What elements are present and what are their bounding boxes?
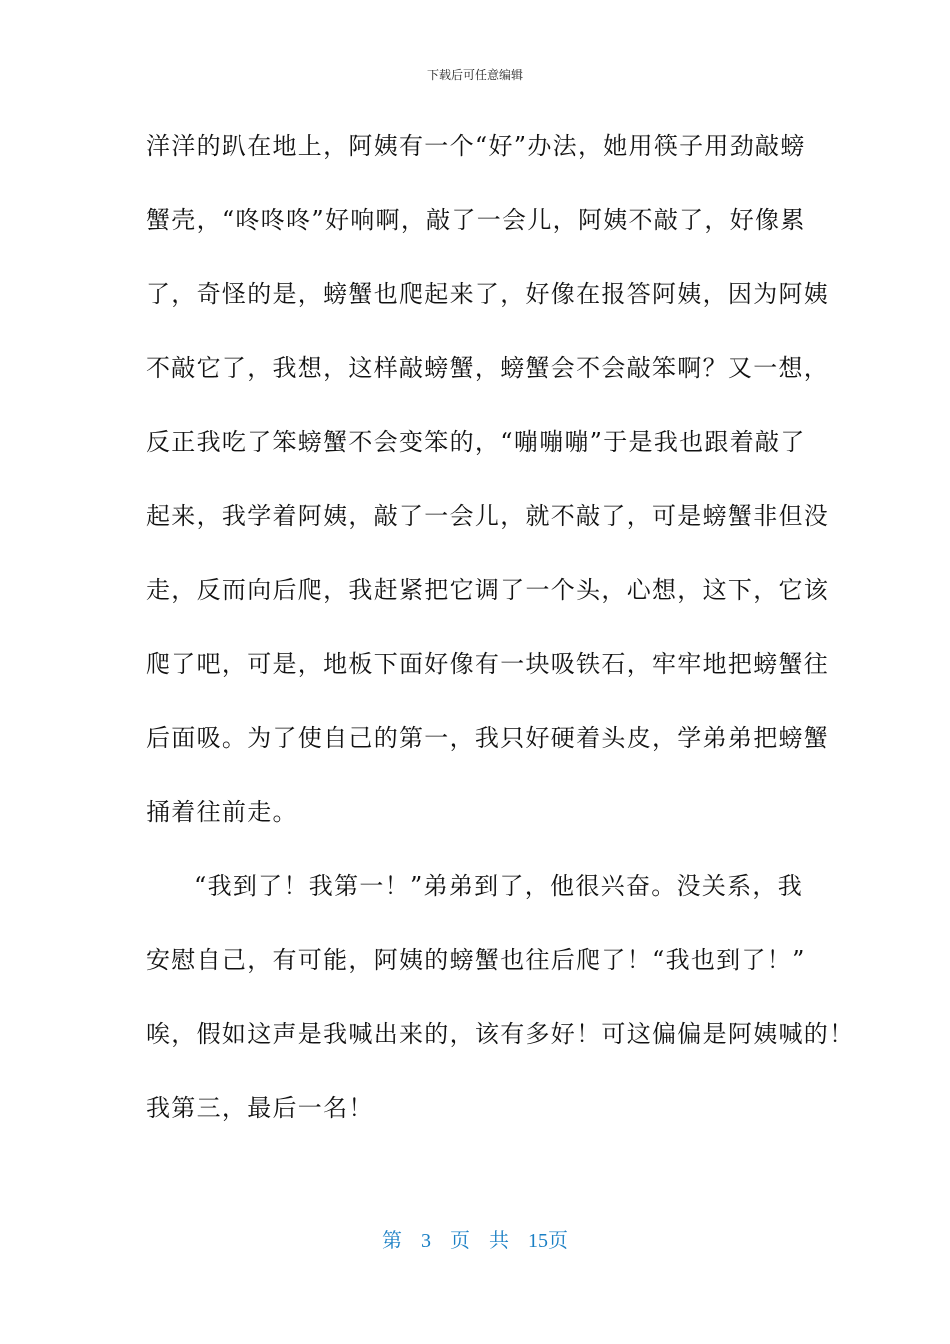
body-text <box>146 120 855 1156</box>
text-line: 了，奇怪的是，螃蟹也爬起来了，好像在报答阿姨，因为阿姨 <box>146 280 830 308</box>
text-line: 起来，我学着阿姨，敲了一会儿，就不敲了，可是螃蟹非但没 <box>146 502 830 530</box>
text-line: “我到了！我第一！”弟弟到了，他很兴奋。没关系，我 <box>194 872 804 900</box>
text-line: 反正我吃了笨螃蟹不会变笨的，“嘣嘣嘣”于是我也跟着敲了 <box>146 428 806 456</box>
text-line: 唉，假如这声是我喊出来的，该有多好！可这偏偏是阿姨喊的！ <box>146 1020 855 1048</box>
text-line: 后面吸。为了使自己的第一，我只好硬着头皮，学弟弟把螃蟹 <box>146 724 830 752</box>
text-line: 不敲它了，我想，这样敲螃蟹，螃蟹会不会敲笨啊？又一想， <box>146 354 830 382</box>
text-line: 安慰自己，有可能，阿姨的螃蟹也往后爬了！“我也到了！” <box>146 946 806 974</box>
footer-page-unit: 页 <box>450 1230 470 1252</box>
footer-page-number: 3 <box>421 1230 431 1252</box>
text-line: 洋洋的趴在地上，阿姨有一个“好”办法，她用筷子用劲敲螃 <box>146 132 806 160</box>
footer-page-label: 第 <box>382 1230 402 1252</box>
header-note: 下载后可任意编辑 <box>426 68 523 82</box>
footer-total-pages: 15页 <box>528 1230 568 1252</box>
page-footer <box>0 1224 950 1253</box>
text-line: 爬了吧，可是，地板下面好像有一块吸铁石，牢牢地把螃蟹往 <box>146 650 830 678</box>
footer-total-label: 共 <box>489 1230 509 1252</box>
text-line: 我第三，最后一名！ <box>146 1094 374 1122</box>
text-line: 蟹壳，“咚咚咚”好响啊，敲了一会儿，阿姨不敲了，好像累 <box>146 206 806 234</box>
text-line: 走，反而向后爬，我赶紧把它调了一个头，心想，这下，它该 <box>146 576 830 604</box>
text-line: 捅着往前走。 <box>146 798 298 826</box>
